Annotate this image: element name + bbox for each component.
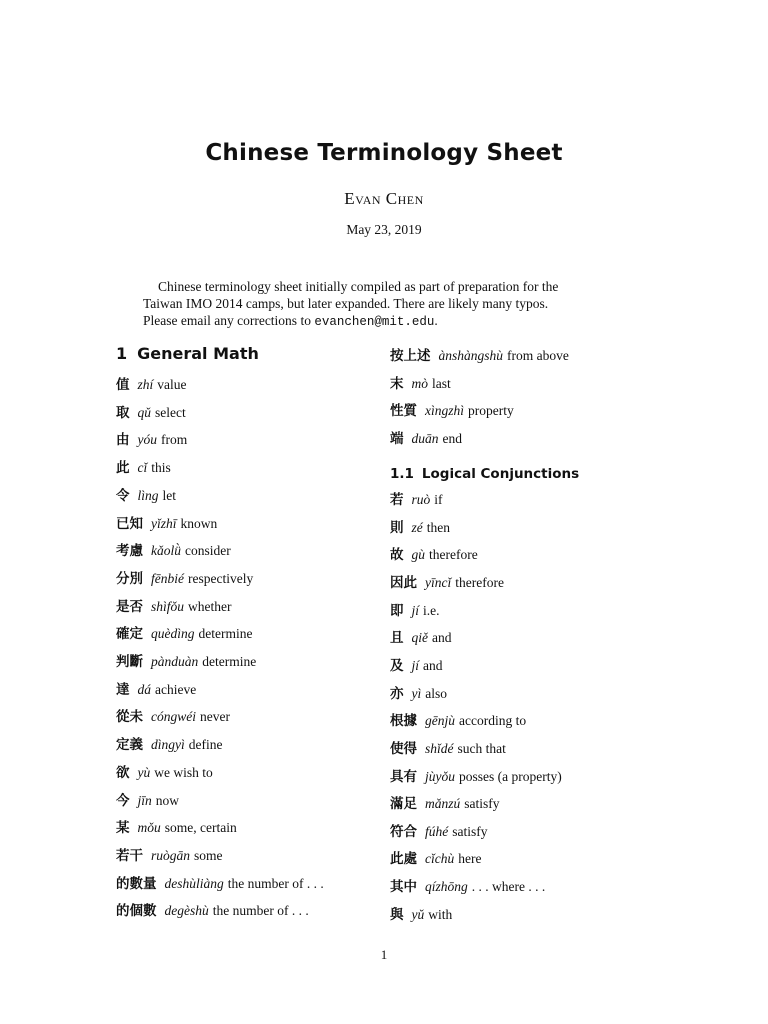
subsection-heading-logical-conjunctions (390, 466, 579, 482)
term-pinyin: dìngyì (151, 737, 185, 753)
term-entry (390, 574, 504, 592)
term-chinese: 欲 (116, 764, 130, 781)
term-chinese: 達 (116, 681, 130, 698)
term-pinyin: jīn (137, 792, 152, 808)
term-entry (116, 902, 309, 920)
term-english: and (432, 630, 452, 646)
term-chinese: 是否 (116, 598, 143, 615)
term-pinyin: kǎolǜ (151, 543, 181, 559)
term-english: this (151, 460, 171, 476)
abstract-line-3-suffix: . (434, 313, 438, 328)
term-pinyin: yǔ (411, 906, 425, 922)
term-pinyin: gēnjù (425, 713, 455, 729)
term-chinese: 即 (390, 602, 404, 619)
term-pinyin: degèshù (164, 903, 209, 919)
term-entry (116, 792, 179, 810)
page-number: 1 (380, 947, 388, 962)
abstract-line-3 (143, 312, 625, 331)
term-chinese: 取 (116, 404, 130, 421)
term-pinyin: cóngwéi (151, 709, 196, 725)
term-pinyin: duān (411, 430, 439, 446)
term-chinese: 且 (390, 630, 404, 647)
term-chinese: 亦 (390, 685, 404, 702)
term-pinyin: ruògān (151, 847, 191, 863)
term-english: such that (457, 740, 506, 756)
term-entry (116, 459, 171, 477)
term-pinyin: cǐchù (425, 851, 455, 867)
term-pinyin: mò (411, 375, 428, 391)
term-english: i.e. (423, 602, 440, 618)
term-chinese: 值 (116, 377, 130, 393)
term-pinyin: qǔ (137, 404, 151, 420)
term-entry (116, 875, 324, 893)
term-chinese: 使得 (390, 740, 417, 757)
term-english: value (157, 377, 187, 392)
term-chinese: 令 (116, 487, 130, 504)
term-english: define (188, 737, 223, 753)
term-chinese: 若 (390, 492, 404, 508)
term-english: also (425, 685, 447, 701)
abstract-line-1: Chinese terminology sheet initially compiled as part of preparation for the (158, 279, 559, 294)
term-entry (390, 740, 506, 758)
term-entry (390, 768, 562, 786)
term-entry (116, 681, 196, 699)
term-entry (116, 598, 232, 616)
term-entry (116, 625, 252, 643)
term-entry (116, 404, 186, 422)
term-chinese: 及 (390, 657, 404, 674)
term-pinyin: fēnbié (151, 570, 184, 586)
term-english: according to (459, 713, 527, 729)
section-heading-general-math (116, 344, 259, 363)
term-pinyin: qiě (411, 630, 428, 646)
term-entry (116, 653, 256, 671)
term-pinyin: yīncǐ (425, 574, 452, 590)
term-pinyin: jí (411, 657, 420, 673)
term-chinese: 末 (390, 375, 404, 392)
term-english: satisfy (464, 796, 500, 812)
term-pinyin: yì (411, 685, 422, 701)
term-english: consider (185, 543, 231, 559)
term-pinyin: gù (411, 547, 425, 563)
term-pinyin: yóu (137, 432, 157, 448)
term-chinese: 則 (390, 519, 404, 536)
term-chinese: 由 (116, 432, 130, 449)
term-pinyin: pànduàn (151, 654, 199, 669)
term-chinese: 定義 (116, 737, 143, 754)
document-title: Chinese Terminology Sheet (205, 140, 563, 166)
term-chinese: 根據 (390, 713, 417, 730)
term-entry (390, 795, 500, 813)
term-chinese: 的個數 (116, 903, 157, 920)
term-entry (390, 602, 440, 620)
term-entry (116, 764, 213, 782)
term-chinese: 具有 (390, 768, 417, 785)
term-chinese: 其中 (390, 879, 417, 896)
term-entry (390, 906, 452, 924)
term-entry (390, 546, 478, 564)
term-entry (390, 878, 545, 896)
term-english: posses (a property) (459, 768, 562, 784)
term-entry (390, 430, 462, 448)
term-pinyin: jùyǒu (425, 768, 455, 784)
term-english: some, certain (164, 820, 237, 836)
term-chinese: 此處 (390, 851, 417, 868)
term-pinyin: zhí (137, 377, 154, 392)
term-pinyin: mǒu (137, 820, 161, 836)
term-chinese: 按上述 (390, 348, 431, 364)
abstract-line-3-prefix: Please email any corrections to (143, 313, 315, 328)
term-english: whether (188, 598, 232, 614)
term-english: achieve (155, 681, 197, 697)
term-english: then (426, 519, 450, 535)
term-pinyin: ruò (411, 492, 431, 507)
term-english: now (155, 792, 180, 808)
term-english: . . . where . . . (471, 879, 546, 895)
term-entry (390, 685, 447, 703)
term-english: some (194, 847, 223, 863)
term-entry (390, 629, 452, 647)
term-pinyin: shìfǒu (151, 598, 185, 614)
term-entry (116, 570, 253, 588)
term-english: therefore (429, 547, 478, 563)
abstract-line-2: Taiwan IMO 2014 camps, but later expanded. There are likely many typos. (143, 296, 549, 311)
term-english: property (468, 403, 514, 418)
term-english: if (434, 492, 443, 507)
term-pinyin: yù (137, 764, 151, 780)
term-entry (116, 736, 222, 754)
term-pinyin: fúhé (425, 823, 449, 839)
term-entry (390, 823, 488, 841)
term-chinese: 故 (390, 547, 404, 564)
term-english: select (155, 404, 186, 420)
term-pinyin: cǐ (137, 460, 148, 476)
term-english: let (162, 487, 177, 503)
term-entry (116, 487, 176, 505)
term-english: the number of . . . (227, 875, 324, 891)
term-pinyin: xìngzhì (425, 403, 464, 418)
term-entry (390, 519, 450, 537)
term-english: here (458, 851, 482, 867)
term-pinyin: jí (411, 602, 420, 618)
term-chinese: 的數量 (116, 875, 157, 892)
term-entry (390, 491, 443, 509)
term-entry (116, 515, 217, 533)
term-pinyin: mǎnzú (425, 796, 461, 812)
term-chinese: 端 (390, 430, 404, 447)
term-pinyin: deshùliàng (164, 875, 224, 891)
term-pinyin: ànshàngshù (438, 348, 504, 363)
term-entry (390, 657, 443, 675)
term-chinese: 若干 (116, 847, 143, 864)
term-chinese: 某 (116, 820, 130, 837)
term-english: known (180, 515, 218, 531)
document-date: May 23, 2019 (346, 222, 422, 237)
email-link[interactable]: evanchen@mit.edu (314, 315, 435, 329)
term-chinese: 判斷 (116, 654, 143, 670)
term-english: from above (507, 348, 569, 363)
term-english: with (428, 906, 453, 922)
term-pinyin: yǐzhī (151, 515, 177, 531)
term-chinese: 因此 (390, 574, 417, 591)
term-chinese: 今 (116, 792, 130, 809)
section-title: General Math (137, 344, 259, 363)
term-chinese: 符合 (390, 823, 417, 840)
term-chinese: 考慮 (116, 543, 143, 560)
term-english: and (423, 657, 443, 673)
term-chinese: 此 (116, 460, 130, 477)
term-chinese: 分別 (116, 570, 143, 587)
term-entry (390, 375, 451, 393)
term-entry (390, 347, 569, 365)
term-entry (116, 431, 187, 449)
term-entry (116, 847, 223, 865)
term-entry (116, 708, 230, 726)
term-entry (116, 376, 187, 394)
term-chinese: 滿足 (390, 796, 417, 813)
term-pinyin: zé (411, 519, 423, 535)
term-chinese: 已知 (116, 515, 143, 532)
subsection-number: 1.1 (390, 466, 414, 482)
subsection-title: Logical Conjunctions (421, 466, 580, 482)
term-chinese: 性質 (390, 403, 417, 419)
term-english: determine (202, 654, 257, 669)
term-entry (116, 819, 237, 837)
abstract (143, 278, 625, 331)
term-english: never (200, 709, 230, 725)
term-english: respectively (188, 570, 254, 586)
term-english: satisfy (452, 823, 488, 839)
term-pinyin: shǐdé (425, 740, 454, 756)
term-chinese: 與 (390, 906, 404, 923)
term-entry (116, 542, 231, 560)
term-english: from (161, 432, 188, 448)
term-english: the number of . . . (212, 903, 309, 919)
term-entry (390, 402, 514, 420)
term-english: therefore (455, 574, 504, 590)
term-english: we wish to (154, 764, 213, 780)
term-english: determine (198, 626, 253, 642)
term-entry (390, 712, 526, 730)
author-name: Evan Chen (344, 189, 424, 208)
term-entry (390, 850, 481, 868)
term-pinyin: quèdìng (151, 626, 195, 642)
term-pinyin: qízhōng (425, 879, 468, 895)
term-chinese: 從未 (116, 709, 143, 726)
term-pinyin: lìng (137, 487, 159, 503)
term-english: end (442, 430, 462, 446)
term-pinyin: dá (137, 681, 151, 697)
term-english: last (432, 375, 451, 391)
section-number: 1 (116, 344, 128, 363)
term-chinese: 確定 (116, 626, 143, 643)
